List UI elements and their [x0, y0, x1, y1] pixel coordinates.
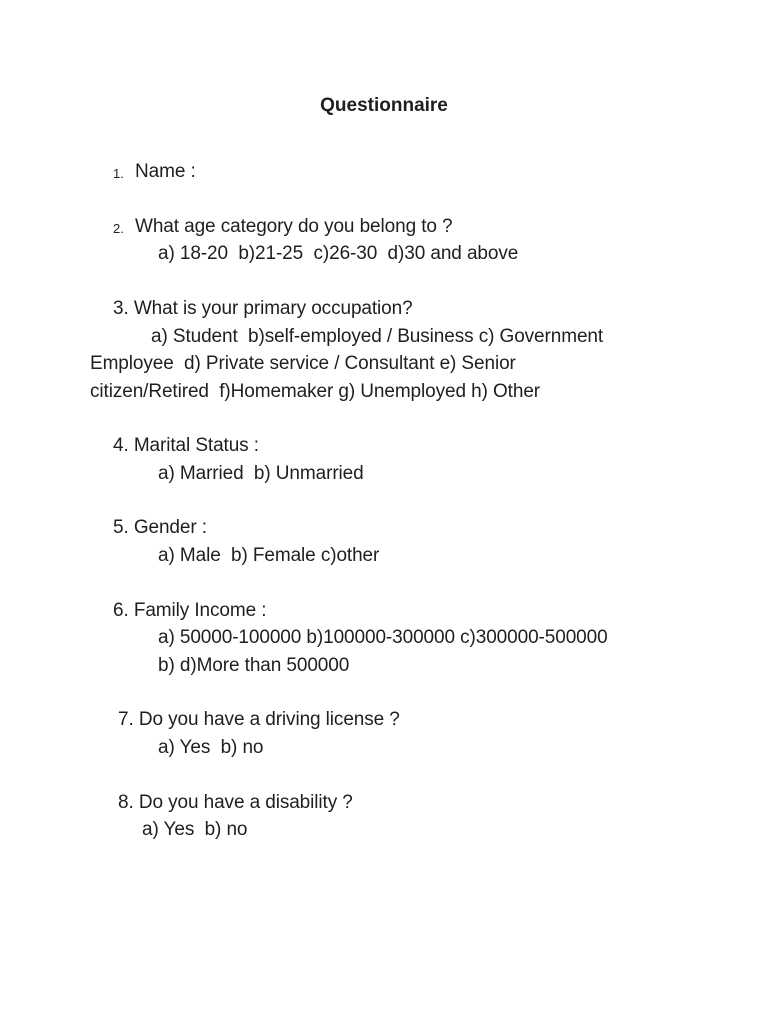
question-3-options-line-3: citizen/Retired f)Homemaker g) Unemployed h) Other [90, 381, 541, 402]
question-3-text: 3. What is your primary occupation? [113, 298, 413, 319]
question-2-text: What age category do you belong to ? [135, 216, 453, 237]
question-3-options-line-2: Employee d) Private service / Consultant e) Senior [90, 353, 516, 374]
page-title: Questionnaire [320, 95, 448, 116]
question-5-text: 5. Gender : [113, 517, 207, 538]
question-7-options: a) Yes b) no [158, 737, 264, 758]
question-1-text: Name : [135, 161, 196, 182]
question-4-text: 4. Marital Status : [113, 435, 259, 456]
question-1-number: 1. [113, 166, 124, 181]
question-8-text: 8. Do you have a disability ? [118, 792, 353, 813]
question-6-text: 6. Family Income : [113, 600, 267, 621]
question-8-options: a) Yes b) no [142, 819, 248, 840]
question-5-options: a) Male b) Female c)other [158, 545, 380, 566]
question-3-options-line-1: a) Student b)self-employed / Business c) Government [151, 326, 604, 347]
question-7-text: 7. Do you have a driving license ? [118, 709, 400, 730]
question-2-number: 2. [113, 221, 124, 236]
question-4-options: a) Married b) Unmarried [158, 463, 364, 484]
question-6-options-line-2: b) d)More than 500000 [158, 655, 350, 676]
question-2-options: a) 18-20 b)21-25 c)26-30 d)30 and above [158, 243, 519, 264]
question-6-options-line-1: a) 50000-100000 b)100000-300000 c)300000-500000 [158, 627, 608, 648]
